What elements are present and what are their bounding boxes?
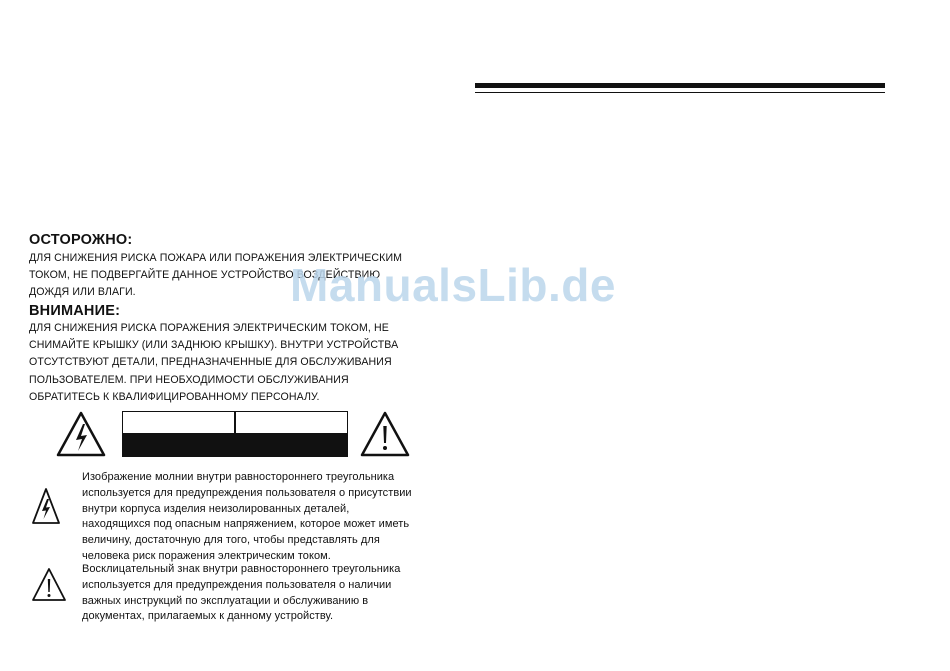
explanation-line: используется для предупреждения пользователя о присутствии bbox=[82, 486, 412, 499]
exclamation-explanation bbox=[82, 562, 400, 625]
attention-line: ПОЛЬЗОВАТЕЛЕМ. ПРИ НЕОБХОДИМОСТИ ОБСЛУЖИВАНИЯ bbox=[29, 373, 349, 386]
caution-label-icon bbox=[234, 411, 348, 457]
caution-line: ДОЖДЯ ИЛИ ВЛАГИ. bbox=[29, 286, 136, 299]
caution-heading: ОСТОРОЖНО: bbox=[29, 232, 133, 248]
exclamation-triangle-icon bbox=[31, 567, 67, 603]
lightning-explanation bbox=[82, 470, 412, 565]
header-rule-thick bbox=[475, 83, 885, 88]
explanation-line: величину, достаточную для того, чтобы представлять для bbox=[82, 534, 380, 547]
explanation-line: документах, прилагаемых к данному устройству. bbox=[82, 610, 334, 623]
safety-symbol-row bbox=[40, 411, 440, 461]
explanation-line: внутри корпуса изделия неизолированных деталей, bbox=[82, 502, 350, 515]
watermark: ManualsLib.de bbox=[290, 259, 616, 311]
caution-label-icon bbox=[122, 411, 236, 457]
explanation-line: человека риск поражения электрическим током. bbox=[82, 549, 331, 562]
lightning-triangle-icon bbox=[31, 487, 61, 525]
attention-line: ДЛЯ СНИЖЕНИЯ РИСКА ПОРАЖЕНИЯ ЭЛЕКТРИЧЕСКИМ ТОКОМ, НЕ bbox=[29, 322, 389, 334]
exclamation-triangle-icon bbox=[360, 411, 410, 457]
caution-line: ТОКОМ, НЕ ПОДВЕРГАЙТЕ ДАННОЕ УСТРОЙСТВО ВОЗДЕЙСТВИЮ bbox=[29, 269, 381, 282]
attention-line: СНИМАЙТЕ КРЫШКУ (ИЛИ ЗАДНЮЮ КРЫШКУ). ВНУТРИ УСТРОЙСТВА bbox=[29, 339, 399, 352]
explanation-line: Изображение молнии внутри равностороннего треугольника bbox=[82, 471, 395, 483]
explanation-line: Восклицательный знак внутри равностороннего треугольника bbox=[82, 563, 401, 575]
lightning-triangle-icon bbox=[56, 411, 106, 457]
attention-line: ОТСУТСТВУЮТ ДЕТАЛИ, ПРЕДНАЗНАЧЕННЫЕ ДЛЯ ОБСЛУЖИВАНИЯ bbox=[29, 356, 392, 369]
header-rule-thin bbox=[475, 92, 885, 93]
explanation-line: важных инструкций по эксплуатации и обслуживанию в bbox=[82, 594, 369, 607]
attention-line: ОБРАТИТЕСЬ К КВАЛИФИЦИРОВАННОМУ ПЕРСОНАЛУ. bbox=[29, 390, 320, 403]
attention-heading: ВНИМАНИЕ: bbox=[29, 303, 121, 319]
caution-line: ДЛЯ СНИЖЕНИЯ РИСКА ПОЖАРА ИЛИ ПОРАЖЕНИЯ ЭЛЕКТРИЧЕСКИМ bbox=[29, 252, 403, 264]
attention-text bbox=[29, 320, 398, 406]
explanation-line: используется для предупреждения пользователя о наличии bbox=[82, 578, 392, 591]
explanation-line: находящихся под опасным напряжением, которое может иметь bbox=[82, 518, 410, 531]
